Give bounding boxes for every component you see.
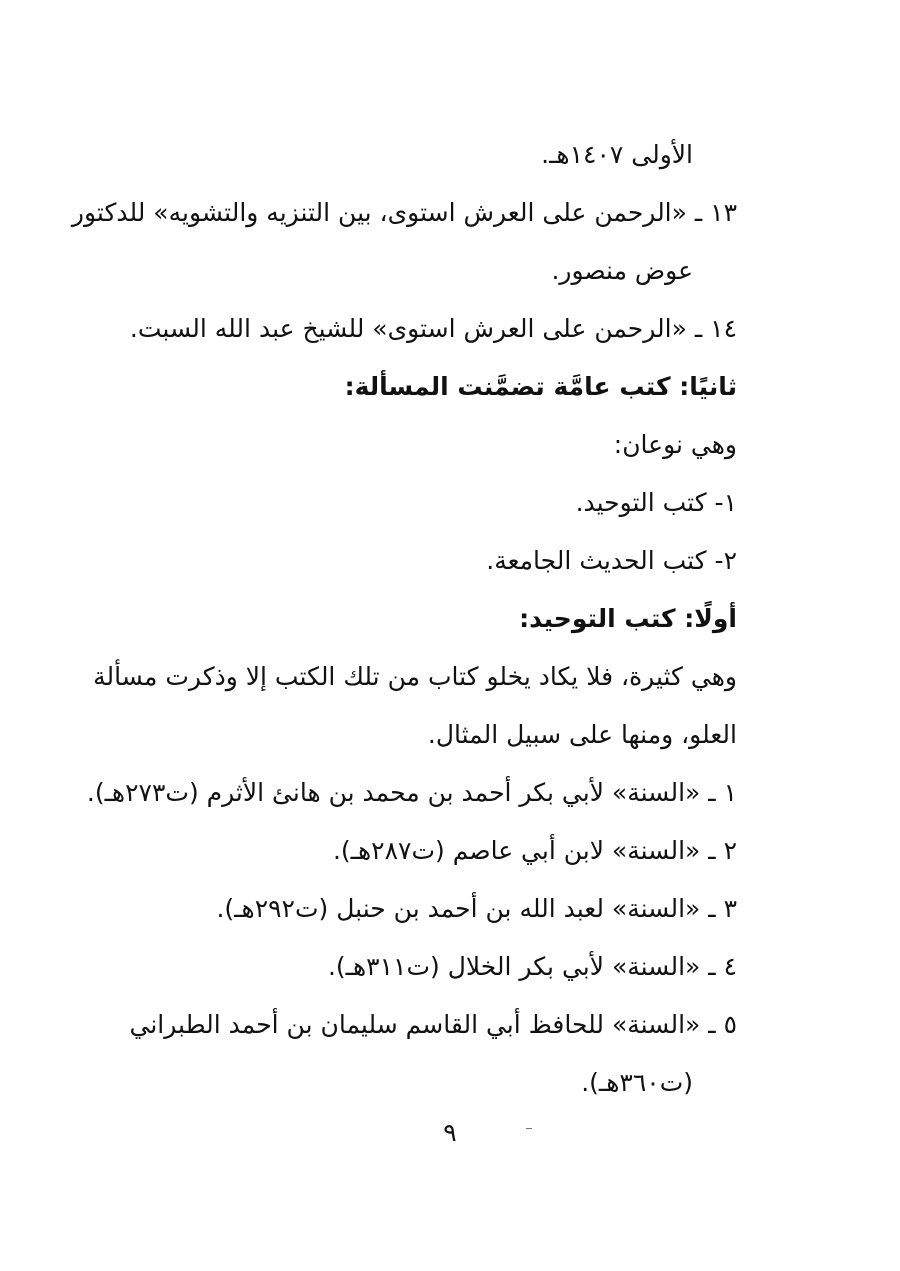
list-item-14: ١٤ ـ «الرحمن على العرش استوى» للشيخ عبد الله السبت.: [129, 314, 737, 343]
paragraph-line: العلو، ومنها على سبيل المثال.: [427, 720, 737, 749]
text-line: (ت٣٦٠هـ).: [581, 1068, 693, 1097]
text-line: الأولى ١٤٠٧هـ.: [541, 140, 693, 169]
list-item-13: ١٣ ـ «الرحمن على العرش استوى، بين التنزيه والتشويه» للدكتور: [71, 198, 737, 227]
page-number: ٩: [443, 1118, 457, 1147]
text-line: وهي نوعان:: [613, 430, 737, 459]
paragraph-line: وهي كثيرة، فلا يكاد يخلو كتاب من تلك الكتب إلا وذكرت مسألة: [93, 662, 737, 691]
list-item: ٤ ـ «السنة» لأبي بكر الخلال (ت٣١١هـ).: [327, 952, 737, 981]
section-heading-tawhid-books: أولًا: كتب التوحيد:: [519, 604, 737, 633]
list-item: ٣ ـ «السنة» لعبد الله بن أحمد بن حنبل (ت٢٩٢هـ).: [216, 894, 737, 923]
list-item: ٢ ـ «السنة» لابن أبي عاصم (ت٢٨٧هـ).: [332, 836, 737, 865]
list-item: ٥ ـ «السنة» للحافظ أبي القاسم سليمان بن أحمد الطبراني: [129, 1010, 737, 1039]
list-item: ١- كتب التوحيد.: [575, 488, 737, 517]
list-item: ٢- كتب الحديث الجامعة.: [486, 546, 737, 575]
page-body: [71, 126, 737, 1112]
section-heading-general-books: ثانيًا: كتب عامَّة تضمَّنت المسألة:: [344, 372, 737, 401]
dash-mark: [526, 1128, 532, 1129]
list-item: ١ ـ «السنة» لأبي بكر أحمد بن محمد بن هانئ الأثرم (ت٢٧٣هـ).: [86, 778, 737, 807]
text-line: عوض منصور.: [551, 256, 693, 285]
